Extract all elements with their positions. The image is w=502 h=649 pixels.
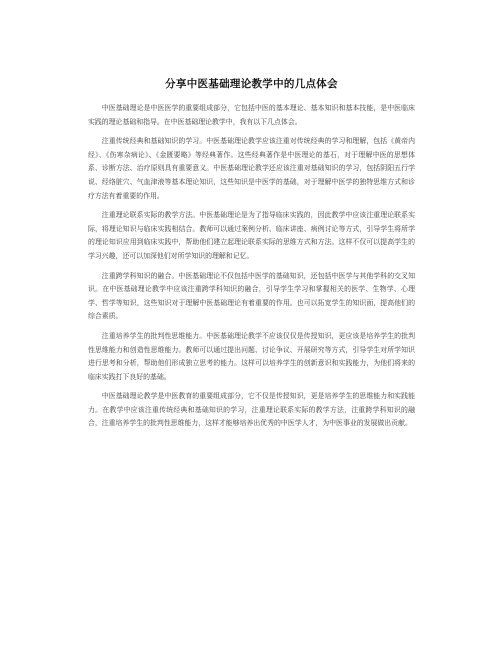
paragraph-critical-thinking: 注重培养学生的批判性思维能力。中医基础理论教学不应该仅仅是传授知识，更应该是培养学生的批判性思维能力和创造性思维能力。教师可以通过提出问题、讨论争议、开展研究等方式，引导学生对所学知识进行思考和分析，帮助他们形成独立思考的能力。这样可以培养学生的创新意识和实践能力，为他们将来的临床实践打下良好的基础。: [88, 331, 415, 381]
paragraph-classics: 注重传统经典和基础知识的学习。中医基础理论教学应该注重对传统经典的学习和理解，包括《黄帝内经》、《伤寒杂病论》、《金匮要略》等经典著作。这些经典著作是中医理论的基石，对于理解中医的思想体系、诊断方法、治疗原则具有重要意义。中医基础理论教学还应该注重对基础知识的学习，包括阴阳五行学说、经络脏穴、气血津液等基本理论知识，这些知识是中医学的基础，对于理解中医学的独特思维方式和诊疗方法有着重要的作用。: [88, 137, 415, 200]
document-page: [88, 76, 415, 437]
document-title: 分享中医基础理论教学中的几点体会: [165, 78, 338, 90]
paragraph-practice: 注重理论联系实际的教学方法。中医基础理论是为了指导临床实践的，因此教学中应该注重理论联系实际，将理论知识与临床实践相结合。教师可以通过案例分析、临床讲座、病例讨论等方式，引导学生将所学的理论知识应用到临床实践中，帮助他们建立起理论联系实际的思维方式和方法。这样不仅可以提高学生的学习兴趣，还可以加深他们对所学知识的理解和记忆。: [88, 211, 415, 260]
paragraph-interdisciplinary: 注重跨学科知识的融合。中医基础理论不仅包括中医学的基础知识，还包括中医学与其他学科的交叉知识。在中医基础理论教学中应该注重跨学科知识的融合，引导学生学习和掌握相关的医学、生物学、心理学、哲学等知识，这些知识对于理解中医基础理论有着重要的作用。也可以拓宽学生的知识面，提高他们的综合素质。: [88, 271, 415, 321]
paragraph-intro: 中医基础理论是中医医学的重要组成部分，它包括中医的基本理论、基本知识和基本技能，是中医临床实践的理论基础和指导。在中医基础理论教学中，我有以下几点体会。: [88, 104, 415, 126]
paragraph-conclusion: 中医基础理论教学是中医教育的重要组成部分，它不仅是传授知识，更是培养学生的思维能力和实践能力。在教学中应该注重传统经典和基础知识的学习，注重理论联系实际的教学方法，注重跨学科知识的融合，注重培养学生的批判性思维能力，这样才能够培养出优秀的中医学人才，为中医事业的发展做出贡献。: [88, 392, 415, 428]
